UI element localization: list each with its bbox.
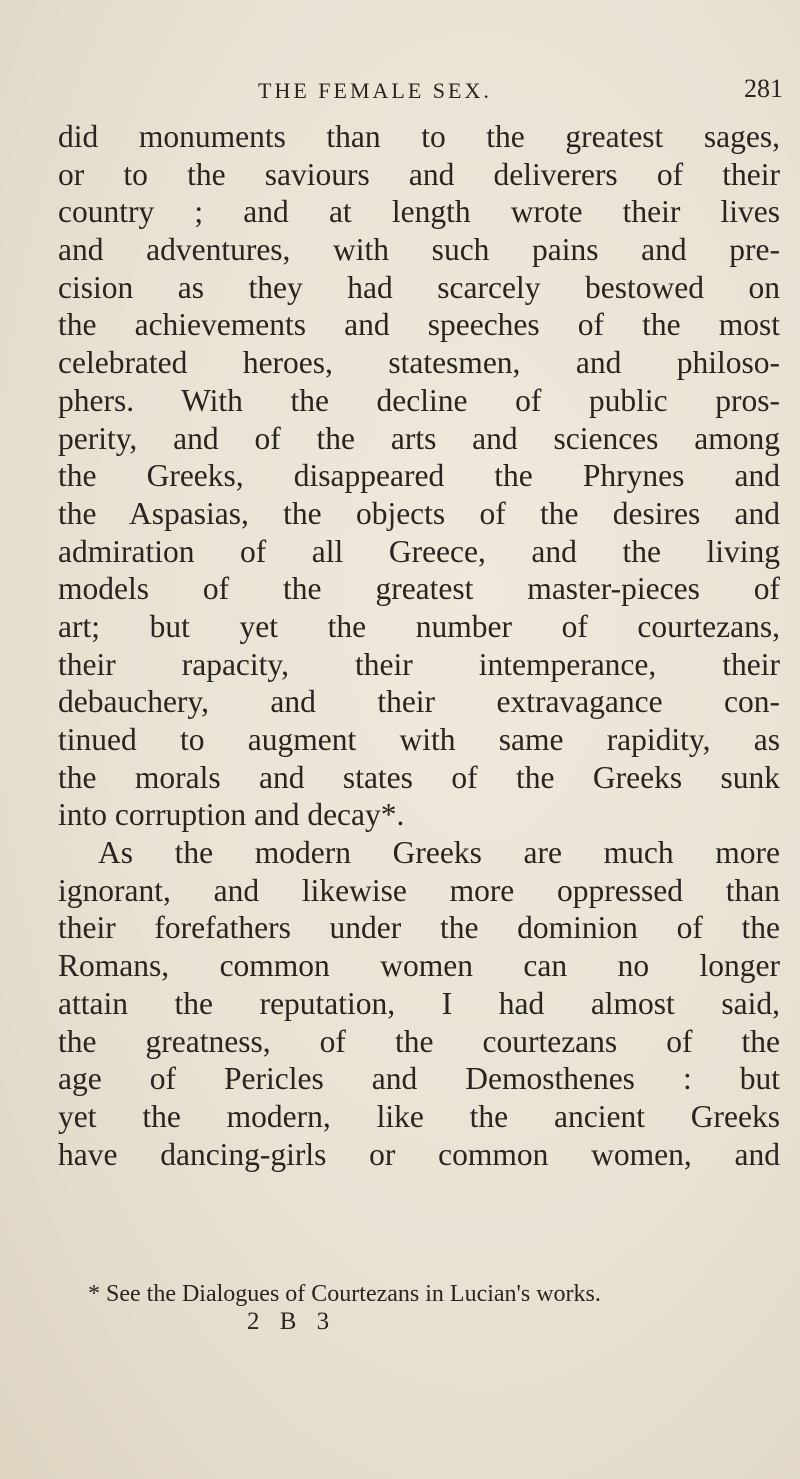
running-head bbox=[0, 74, 800, 112]
footnote: * See the Dialogues of Courtezans in Lucian's works. bbox=[88, 1281, 601, 1307]
text-line: cision as they had scarcely bestowed on bbox=[58, 269, 780, 305]
text-line: Romans, common women can no longer bbox=[58, 948, 780, 984]
text-line: the achievements and speeches of the most bbox=[58, 307, 780, 343]
text-line: into corruption and decay*. bbox=[58, 797, 405, 833]
text-line: tinued to augment with same rapidity, as bbox=[58, 722, 780, 757]
text-line: the greatness, of the courtezans of the bbox=[58, 1023, 780, 1059]
text-line: or to the saviours and deliverers of their bbox=[58, 156, 780, 192]
text-line: celebrated heroes, statesmen, and philoso- bbox=[58, 345, 780, 381]
text-line: debauchery, and their extravagance con- bbox=[58, 684, 780, 720]
text-line: have dancing-girls or common women, and bbox=[58, 1136, 780, 1172]
text-line: perity, and of the arts and sciences among bbox=[58, 420, 780, 456]
text-line: the morals and states of the Greeks sunk bbox=[58, 759, 780, 795]
text-line: the Greeks, disappeared the Phrynes and bbox=[58, 458, 780, 494]
text-line: and adventures, with such pains and pre- bbox=[58, 232, 780, 268]
text-line: admiration of all Greece, and the living bbox=[58, 533, 780, 569]
text-line: As the modern Greeks are much more bbox=[98, 835, 780, 871]
text-line: their forefathers under the dominion of the bbox=[58, 910, 780, 946]
body-text bbox=[58, 118, 780, 1173]
signature-mark: 2 B 3 bbox=[247, 1308, 337, 1335]
text-line: did monuments than to the greatest sages, bbox=[58, 119, 780, 154]
text-line: age of Pericles and Demosthenes : but bbox=[58, 1061, 780, 1097]
text-line: models of the greatest master-pieces of bbox=[58, 571, 780, 607]
text-line: the Aspasias, the objects of the desires and bbox=[58, 495, 780, 531]
text-line: phers. With the decline of public pros- bbox=[58, 382, 780, 418]
text-line: yet the modern, like the ancient Greeks bbox=[58, 1098, 780, 1134]
text-line: country ; and at length wrote their lives bbox=[58, 194, 780, 230]
text-line: art; but yet the number of courtezans, bbox=[58, 608, 780, 644]
page-number: 281 bbox=[744, 74, 783, 103]
running-title: THE FEMALE SEX. bbox=[258, 78, 492, 103]
text-line: ignorant, and likewise more oppressed than bbox=[58, 872, 780, 908]
text-line: their rapacity, their intemperance, their bbox=[58, 646, 780, 682]
text-line: attain the reputation, I had almost said, bbox=[58, 985, 780, 1021]
